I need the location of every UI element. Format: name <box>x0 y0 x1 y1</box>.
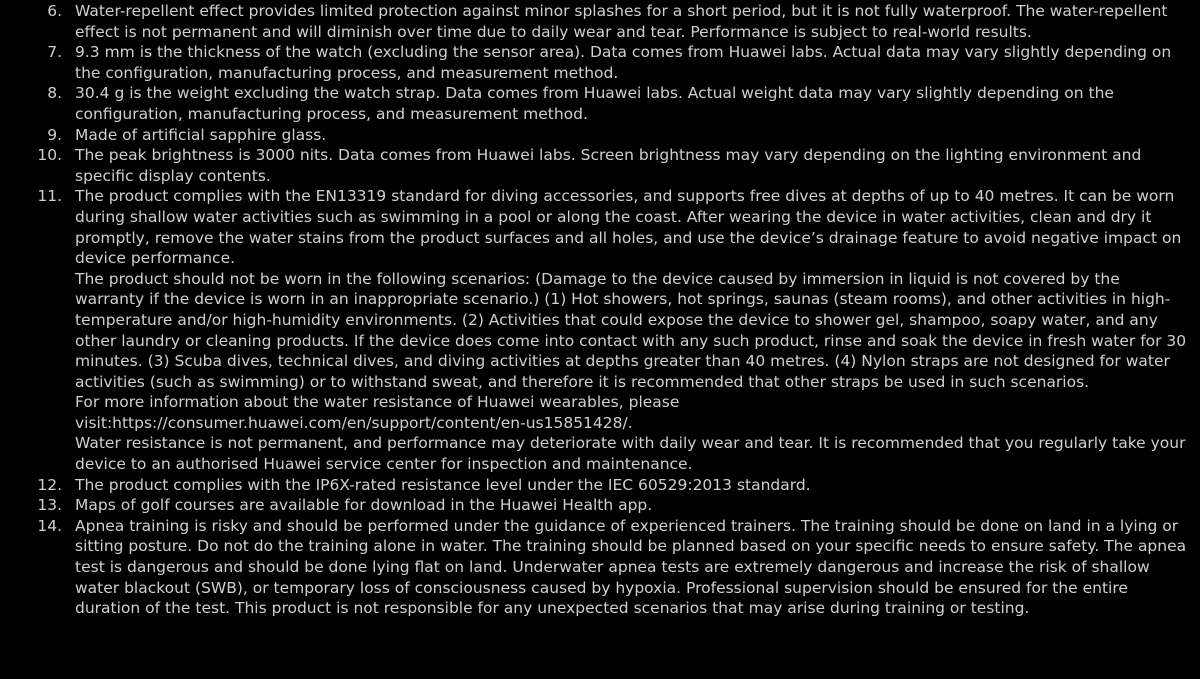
footnote-9 <box>0 125 1200 146</box>
footnote-13 <box>0 495 1200 516</box>
footnote-text: The product complies with the EN13319 standard for diving accessories, and supports free dives at depths of up to 40 metres. It can be worn during shallow water activities such as swimming in a pool or along the coast. After wearing the device in water activities, clean and dry it promptly, remove the water stains from the product surfaces and all holes, and use the device’s drainage feature to avoid negative impact on device performance. <box>75 187 1182 268</box>
support-link-text: visit:https://consumer.huawei.com/en/support/content/en-us15851428/. <box>75 413 633 432</box>
footnote-12 <box>0 475 1200 496</box>
footnote-text: For more information about the water resistance of Huawei wearables, please <box>75 393 680 412</box>
footnote-6 <box>0 1 1200 42</box>
footnote-10 <box>0 145 1200 186</box>
footnote-text: Water resistance is not permanent, and performance may deteriorate with daily wear and tear. It is recommended that you regularly take your device to an authorised Huawei service center for inspection and maintenance. <box>75 434 1186 474</box>
footnote-number: 13. <box>37 496 62 515</box>
footnote-number: 6. <box>47 2 62 20</box>
footnote-text: Maps of golf courses are available for download in the Huawei Health app. <box>75 496 653 515</box>
footnote-text: The product complies with the IP6X-rated resistance level under the IEC 60529:2013 standard. <box>75 475 811 494</box>
footnote-text: 9.3 mm is the thickness of the watch (excluding the sensor area). Data comes from Huawei labs. Actual data may vary slightly depending on the configuration, manufacturing process, and measurement method. <box>75 43 1172 82</box>
footnote-text: Water-repellent effect provides limited protection against minor splashes for a short period, but it is not fully waterproof. The water-repellent effect is not permanent and will diminish over time due to daily wear and tear. Performance is subject to real-world results. <box>75 2 1168 41</box>
footnote-text: 30.4 g is the weight excluding the watch strap. Data comes from Huawei labs. Actual weight data may vary slightly depending on the configuration, manufacturing process, and measurement method. <box>75 84 1114 123</box>
footnote-number: 10. <box>37 146 62 165</box>
footnote-number: 9. <box>47 125 62 144</box>
footnote-text: The peak brightness is 3000 nits. Data comes from Huawei labs. Screen brightness may vary depending on the lighting environment and specific display contents. <box>75 146 1142 185</box>
footnote-number: 8. <box>47 84 62 103</box>
footnote-text: Made of artificial sapphire glass. <box>75 125 327 144</box>
footnote-7 <box>0 42 1200 83</box>
footnote-text: Apnea training is risky and should be performed under the guidance of experienced trainers. The training should be done on land in a lying or sitting posture. Do not do the training alone in water. The training should be planned based on your specific needs to ensure safety. The apnea test is dangerous and should be done lying flat on land. Underwater apnea tests are extremely dangerous and increase the risk of shallow water blackout (SWB), or temporary loss of consciousness caused by hypoxia. Professional supervision should be ensured for the entire duration of the test. This product is not responsible for any unexpected scenarios that may arise during training or testing. <box>75 516 1187 618</box>
footnote-number: 7. <box>47 43 62 62</box>
footnote-text: The product should not be worn in the following scenarios: (Damage to the device caused by immersion in liquid is not covered by the warranty if the device is worn in an inappropriate scenario.) (1) Hot showers, hot springs, saunas (steam rooms), and other activities in high-temperature and/or high-humidity environments. (2) Activities that could expose the device to shower gel, shampoo, soapy water, and any other laundry or cleaning products. If the device does come into contact with any such product, rinse and soak the device in fresh water for 30 minutes. (3) Scuba dives, technical dives, and diving activities at depths greater than 40 metres. (4) Nylon straps are not designed for water activities (such as swimming) or to withstand sweat, and therefore it is recommended that other straps be used in such scenarios. <box>75 269 1187 391</box>
footnote-number: 14. <box>37 516 62 535</box>
footnote-14 <box>0 516 1200 619</box>
footnote-number: 12. <box>37 475 62 494</box>
footnote-11 <box>0 186 1200 474</box>
footnotes-list <box>0 1 1200 619</box>
footnote-number: 11. <box>37 187 62 206</box>
footnote-8 <box>0 83 1200 124</box>
